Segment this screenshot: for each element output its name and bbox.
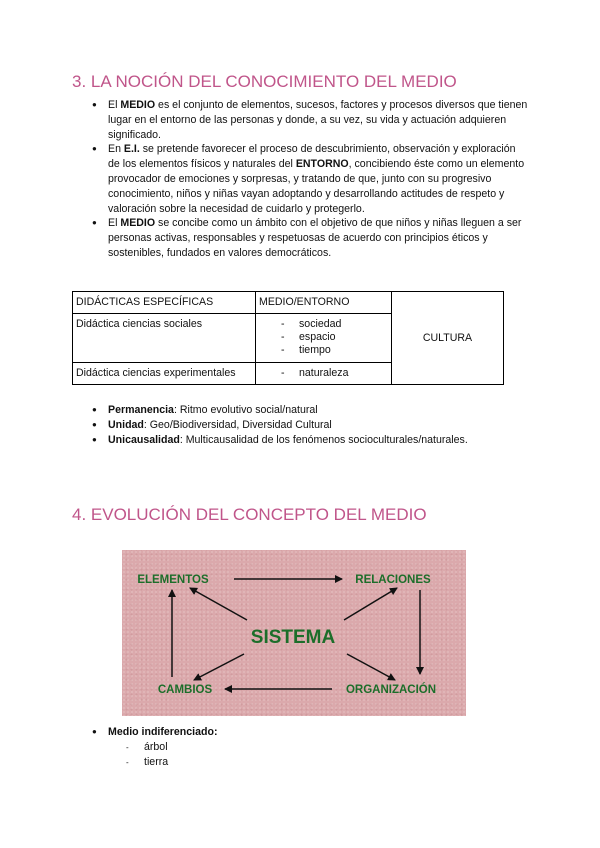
list-item: ● En E.I. se pretende favorecer el proceso de descubrimiento, observación y exploración de los elementos físicos y naturales del ENTORNO, concibiendo éste como un elemento provocador de emociones y sorpresas, y tratando de que, junto con su progresivo conocimiento, niños y niñas vayan adoptando y desarrollando actitudes de respeto y valoración sobre la necesidad de cuidarlo y protegerlo. bbox=[92, 142, 528, 216]
arrow-sistema-cambios bbox=[194, 654, 244, 680]
table-row bbox=[73, 292, 504, 314]
arrow-sistema-organizacion bbox=[347, 654, 395, 680]
diagram-svg bbox=[122, 550, 466, 716]
cultura-cell: CULTURA bbox=[392, 292, 504, 385]
table-header-cell: MEDIO/ENTORNO bbox=[256, 292, 392, 314]
table-cell bbox=[256, 363, 392, 385]
table-header-cell: DIDÁCTICAS ESPECÍFICAS bbox=[73, 292, 256, 314]
list-item: - espacio bbox=[281, 331, 388, 344]
table-cell: Didáctica ciencias experimentales bbox=[73, 363, 256, 385]
medio-examples bbox=[108, 740, 392, 770]
table-cell: Didáctica ciencias sociales bbox=[73, 314, 256, 363]
list-item: ● El MEDIO se concibe como un ámbito con el objetivo de que niños y niñas lleguen a ser personas activas, responsables y respetuosas de acuerdo con principios éticos y sostenibles, fundados en valores democráticos. bbox=[92, 216, 528, 260]
list-item: ● El MEDIO es el conjunto de elementos, sucesos, factores y procesos diversos que tienen lugar en el entorno de las personas y donde, a su vez, su vida y actuación adquieren significado. bbox=[92, 98, 528, 142]
principles-list bbox=[92, 403, 522, 447]
node-cambios: CAMBIOS bbox=[157, 684, 213, 696]
didacticas-table bbox=[72, 291, 504, 385]
arrow-sistema-elementos bbox=[190, 588, 247, 620]
table-cell bbox=[256, 314, 392, 363]
list-item: - naturaleza bbox=[281, 367, 388, 380]
node-organizacion: ORGANIZACIÓN bbox=[345, 684, 437, 696]
list-item: ● Medio indiferenciado: - árbol - tierra bbox=[92, 725, 392, 770]
list-item: - tierra bbox=[126, 755, 392, 770]
node-sistema: SISTEMA bbox=[250, 627, 336, 648]
node-relaciones: RELACIONES bbox=[355, 574, 431, 586]
list-item: - tiempo bbox=[281, 344, 388, 357]
list-item: ● Unicausalidad: Multicausalidad de los fenómenos socioculturales/naturales. bbox=[92, 433, 522, 448]
arrow-sistema-relaciones bbox=[344, 588, 397, 620]
medio-indiferenciado-list bbox=[92, 725, 392, 770]
node-elementos: ELEMENTOS bbox=[137, 574, 209, 586]
list-item: ● Unidad: Geo/Biodiversidad, Diversidad Cultural bbox=[92, 418, 522, 433]
sistema-diagram bbox=[122, 550, 466, 716]
list-item: - sociedad bbox=[281, 318, 388, 331]
medio-definition-list bbox=[92, 98, 528, 261]
list-item: - árbol bbox=[126, 740, 392, 755]
section-4-heading: 4. EVOLUCIÓN DEL CONCEPTO DEL MEDIO bbox=[72, 505, 427, 524]
section-3-heading: 3. LA NOCIÓN DEL CONOCIMIENTO DEL MEDIO bbox=[72, 72, 457, 91]
list-item: ● Permanencia: Ritmo evolutivo social/natural bbox=[92, 403, 522, 418]
